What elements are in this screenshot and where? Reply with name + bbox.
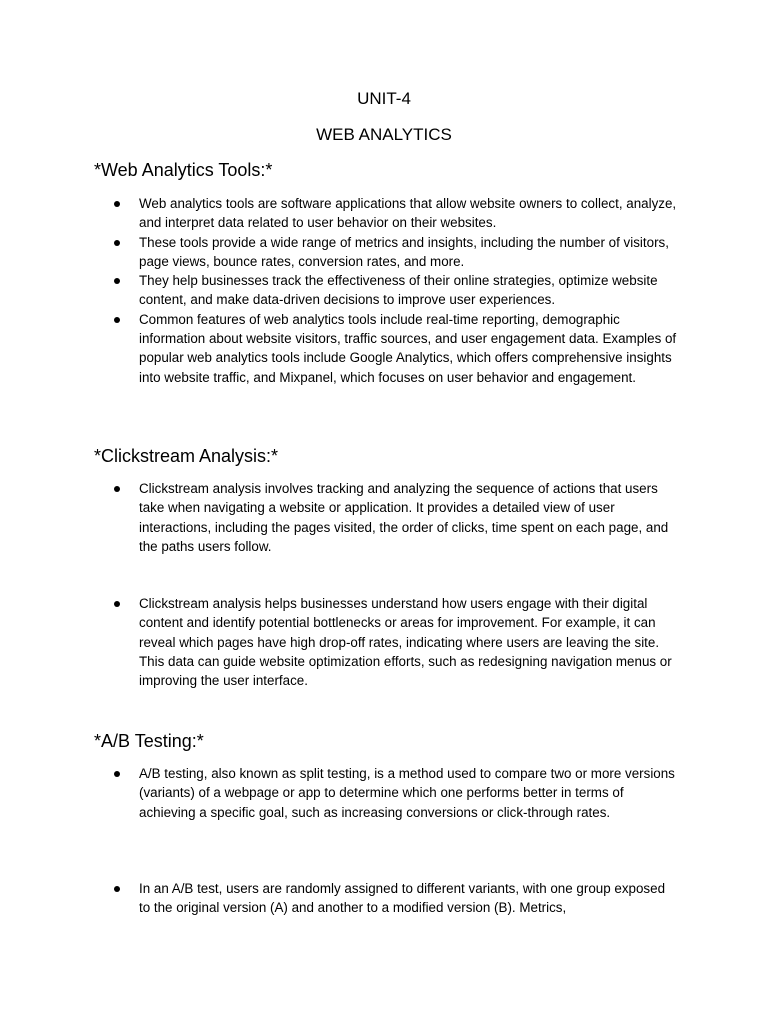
list-item [0, 271, 679, 310]
list-item [0, 310, 679, 387]
bullet-icon [114, 317, 120, 323]
bullet-icon [114, 201, 120, 207]
ab-testing-list-1 [0, 764, 768, 822]
bullet-text: A/B testing, also known as split testing, is a method used to compare two or more versions (variants) of a webpage or app to determine which one performs better in terms of achieving a specific goal, such as increasing conversions or click-through rates. [139, 766, 675, 820]
clickstream-analysis-list-2 [0, 594, 768, 690]
bullet-icon [114, 240, 120, 246]
list-item [0, 233, 679, 272]
clickstream-analysis-list-1 [0, 479, 768, 556]
list-item [0, 764, 679, 822]
bullet-text: They help businesses track the effectiveness of their online strategies, optimize website content, and make data-driven decisions to improve user experiences. [139, 273, 658, 308]
list-item [0, 194, 679, 233]
bullet-text: Common features of web analytics tools include real-time reporting, demographic information about website visitors, traffic sources, and user engagement data. Examples of popular web analytics tools include Google Analytics, which offers comprehensive insights into website traffic, and Mixpanel, which focuses on user behavior and engagement. [139, 311, 677, 385]
section-heading-ab-testing: *A/B Testing:* [94, 731, 204, 751]
bullet-text: Clickstream analysis involves tracking and analyzing the sequence of actions that users take when navigating a website or application. It provides a detailed view of user interactions, including the pages visited, the order of clicks, time spent on each page, and the paths users follow. [139, 481, 669, 554]
bullet-text: Web analytics tools are software applications that allow website owners to collect, analyze, and interpret data related to user behavior on their websites. [139, 196, 677, 231]
section-heading-clickstream-analysis: *Clickstream Analysis:* [94, 446, 279, 466]
list-item [0, 594, 679, 690]
ab-testing-list-2 [0, 879, 768, 918]
bullet-icon [114, 771, 120, 777]
list-item [0, 879, 679, 918]
bullet-icon [114, 601, 120, 607]
section-heading-web-analytics-tools: *Web Analytics Tools:* [94, 160, 273, 180]
bullet-text: These tools provide a wide range of metrics and insights, including the number of visitors, page views, bounce rates, conversion rates, and more. [139, 234, 669, 269]
list-item [0, 479, 679, 556]
unit-title: UNIT-4 [357, 89, 411, 108]
document-title: WEB ANALYTICS [316, 125, 452, 144]
bullet-icon [114, 278, 120, 284]
bullet-icon [114, 486, 120, 492]
bullet-icon [114, 886, 120, 892]
web-analytics-tools-list [0, 194, 768, 387]
bullet-text: Clickstream analysis helps businesses understand how users engage with their digital content and identify potential bottlenecks or areas for improvement. For example, it can reveal which pages have high drop-off rates, indicating where users are leaving the site. This data can guide website optimization efforts, such as redesigning navigation menus or improving the user interface. [139, 596, 672, 689]
bullet-text: In an A/B test, users are randomly assigned to different variants, with one group exposed to the original version (A) and another to a modified version (B). Metrics, [139, 881, 666, 916]
